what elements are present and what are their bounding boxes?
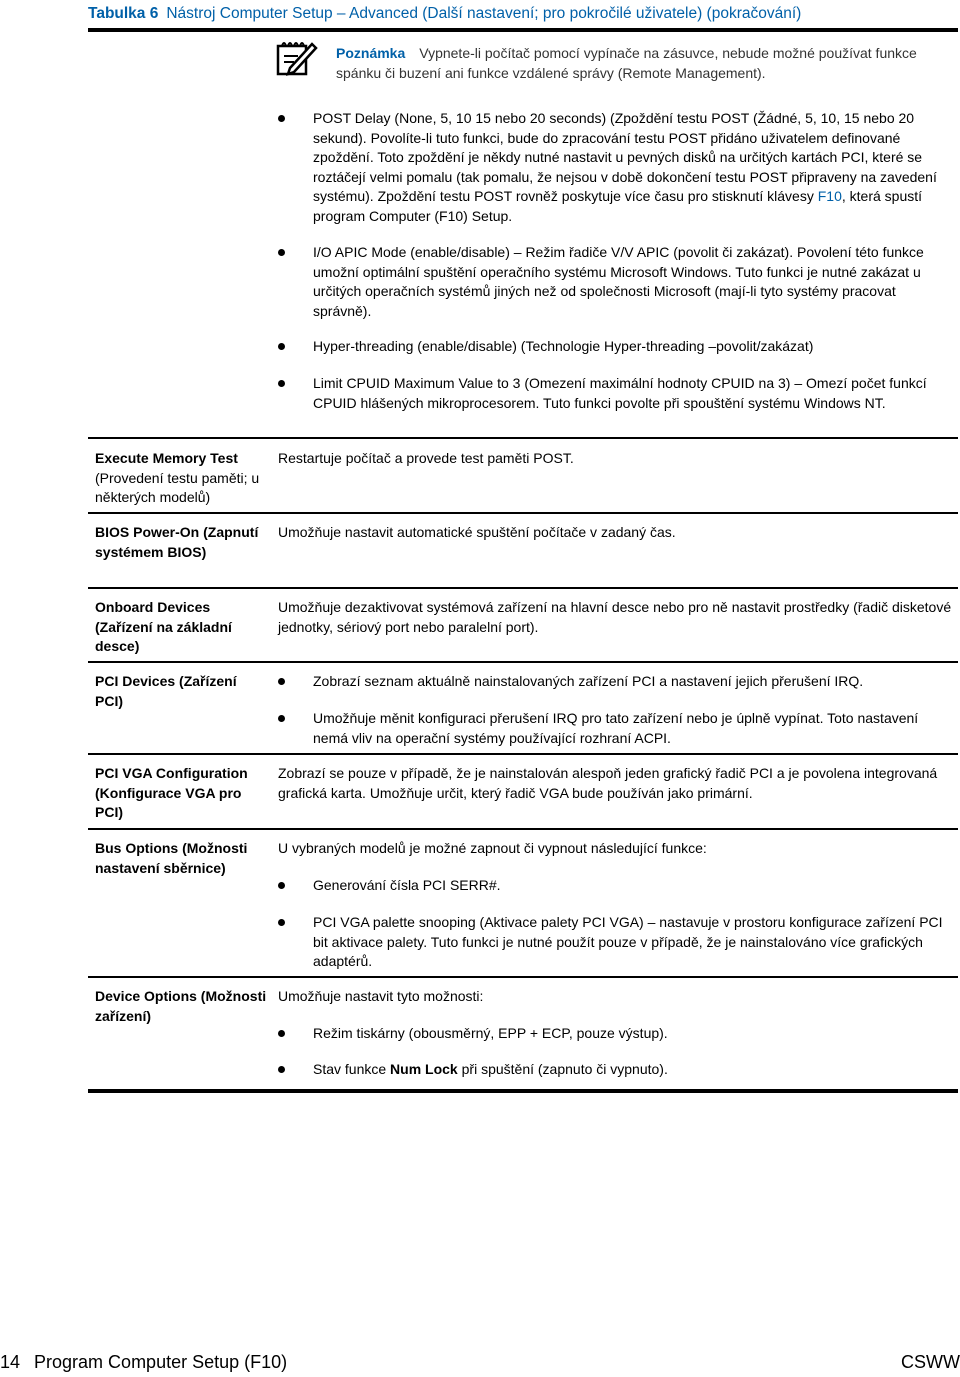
- note-label: Poznámka: [336, 45, 406, 61]
- table-title: Nástroj Computer Setup – Advanced (Další nastavení; pro pokročilé uživatele) (pokračování): [166, 5, 802, 22]
- option-bios-power-on: BIOS Power-On (Zapnutí systémem BIOS): [95, 524, 259, 560]
- f10-key-link: F10: [817, 188, 842, 204]
- row-divider: [88, 437, 958, 439]
- note-block: [336, 44, 936, 83]
- page-footer-left: [0, 1352, 287, 1373]
- bullet-icon: [278, 343, 285, 350]
- row-divider: [88, 512, 958, 514]
- option-description: Restartuje počítač a provede test paměti POST.: [278, 450, 574, 466]
- row-divider: [88, 828, 958, 830]
- option-onboard-devices: Onboard Devices (Zařízení na základní desce): [95, 599, 232, 654]
- row-divider: [88, 587, 958, 589]
- option-pci-vga-configuration: PCI VGA Configuration (Konfigurace VGA pro PCI): [95, 765, 248, 820]
- table-bottom-rule: [88, 1089, 958, 1093]
- option-description: U vybraných modelů je možné zapnout či vypnout následující funkce:: [278, 840, 707, 856]
- note-pencil-icon: [276, 38, 318, 78]
- num-lock-key: Num Lock: [390, 1061, 458, 1077]
- option-description: Umožňuje nastavit automatické spuštění počítače v zadaný čas.: [278, 524, 676, 540]
- option-note: (Provedení testu paměti; u některých modelů): [95, 469, 260, 505]
- bullet-icon: [278, 715, 285, 722]
- bullet-text-part: Stav funkce: [313, 1061, 391, 1077]
- option-bus-options: Bus Options (Možnosti nastavení sběrnice): [95, 840, 248, 876]
- bullet-text: Hyper-threading (enable/disable) (Technologie Hyper-threading –povolit/zakázat): [313, 338, 814, 354]
- bullet-icon: [278, 115, 285, 122]
- bullet-text-part: při spuštění (zapnuto či vypnuto).: [457, 1061, 668, 1077]
- bullet-text: , která spustí program Computer (F10) Setup.: [313, 188, 923, 224]
- option-pci-devices: PCI Devices (Zařízení PCI): [95, 673, 237, 709]
- option-title: Execute Memory Test: [95, 450, 238, 466]
- option-execute-memory-test: [95, 449, 267, 508]
- bullet-icon: [278, 1066, 285, 1073]
- option-description: Zobrazí se pouze v případě, že je nainstalován alespoň jeden grafický řadič PCI a je povolena integrovaná grafická karta. Umožňuje určit, který řadič VGA bude používán jako primární.: [278, 765, 938, 801]
- bullet-text: Umožňuje měnit konfiguraci přerušení IRQ pro tato zařízení nebo je úplně vypínat. Toto nastavení nemá vliv na operační systémy používající rozhraní ACPI.: [313, 710, 919, 746]
- page-number: 14: [0, 1352, 21, 1372]
- row-divider: [88, 976, 958, 978]
- option-device-options: Device Options (Možnosti zařízení): [95, 988, 267, 1024]
- bullet-icon: [278, 882, 285, 889]
- row-divider: [88, 753, 958, 755]
- bullet-icon: [278, 380, 285, 387]
- bullet-text: POST Delay (None, 5, 10 15 nebo 20 seconds) (Zpoždění testu POST (Žádné, 5, 10, 15 nebo 20 sekund). Povolíte-li tuto funkci, bude do zpracování testu POST přidáno uživatelem definované zpoždění. Toto zpoždění je někdy nutné nastavit u pevných disků na určitých kartách PCI, které se roztáčejí velmi pomalu (tak pomalu, že nejsou v době dokončení testu POST připraveny na zavedení systému). Zpoždění testu POST rovněž poskytuje více času pro stisknutí klávesy: [313, 110, 937, 204]
- option-description: Umožňuje nastavit tyto možnosti:: [278, 988, 484, 1004]
- bullet-text: [313, 1060, 950, 1080]
- bullet-icon: [278, 1030, 285, 1037]
- list-item: [278, 109, 950, 227]
- row-divider: [88, 661, 958, 663]
- bullet-text: Režim tiskárny (obousměrný, EPP + ECP, pouze výstup).: [313, 1025, 668, 1041]
- option-description: Umožňuje dezaktivovat systémová zařízení na hlavní desce nebo pro ně nastavit prostředky (řadič disketové jednotky, sériový port nebo paralelní port).: [278, 599, 952, 635]
- bullet-icon: [278, 678, 285, 685]
- bullet-text: Zobrazí seznam aktuálně nainstalovaných zařízení PCI a nastavení jejich přerušení IRQ.: [313, 673, 864, 689]
- table-top-rule: [88, 28, 958, 32]
- doc-code: CSWW: [901, 1352, 960, 1372]
- table-label: Tabulka 6: [88, 5, 159, 22]
- bullet-icon: [278, 249, 285, 256]
- bullet-icon: [278, 919, 285, 926]
- table-caption: [88, 5, 801, 23]
- bullet-text: I/O APIC Mode (enable/disable) – Režim řadiče V/V APIC (povolit či zakázat). Povolení této funkce umožní optimální spuštění operačního systému Microsoft Windows. Tuto funkci je nutné zakázat u určitých operačních systémů jiných než od společnosti Microsoft (mají-li tyto systémy pracovat správně).: [313, 244, 924, 319]
- note-text: Vypnete-li počítač pomocí vypínače na zásuvce, nebude možné používat funkce spánku či buzení ani funkce vzdálené správy (Remote Management).: [336, 45, 917, 81]
- chapter-title: Program Computer Setup (F10): [34, 1352, 288, 1372]
- bullet-text: PCI VGA palette snooping (Aktivace palety PCI VGA) – nastavuje v prostoru konfigurace zařízení PCI bit aktivace palety. Tuto funkci je nutné použít pouze v případě, že je nainstalováno více grafických adaptérů.: [313, 914, 943, 969]
- bullet-text: Limit CPUID Maximum Value to 3 (Omezení maximální hodnoty CPUID na 3) – Omezí počet funkcí CPUID hlášených mikroprocesorem. Tuto funkci povolte při spouštění systému Windows NT.: [313, 375, 927, 411]
- bullet-text: Generování čísla PCI SERR#.: [313, 877, 501, 893]
